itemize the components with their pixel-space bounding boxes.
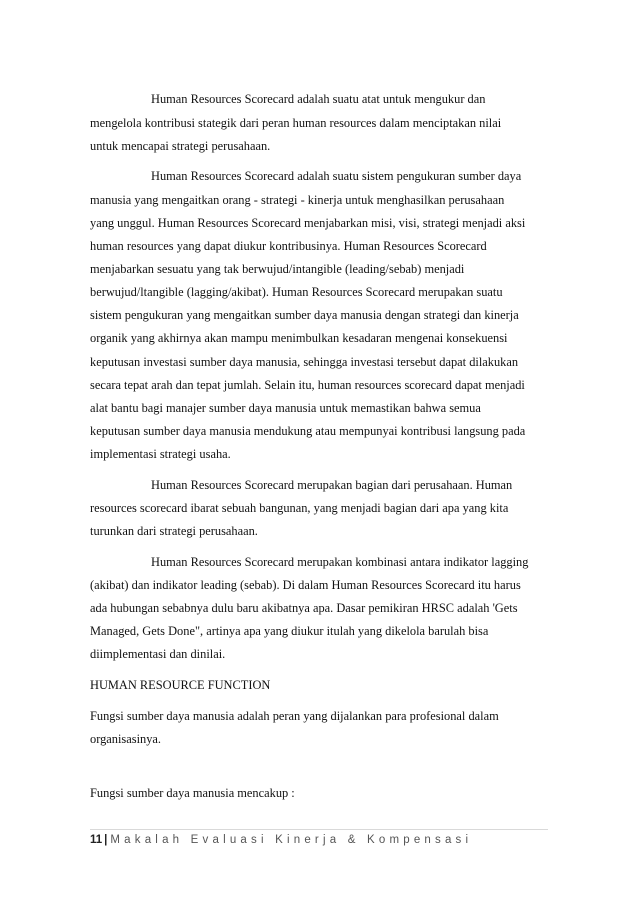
- footer-title: Makalah Evaluasi Kinerja & Kompensasi: [110, 834, 473, 846]
- paragraph-2-line-12: keputusan sumber daya manusia mendukung atau mempunyai kontribusi langsung pada: [90, 424, 526, 438]
- paragraph-2-line-5: menjabarkan sesuatu yang tak berwujud/intangible (leading/sebab) menjadi: [90, 262, 465, 276]
- paragraph-2-line-6: berwujud/ltangible (lagging/akibat). Human Resources Scorecard merupakan suatu: [90, 285, 503, 299]
- paragraph-2-line-7: sistem pengukuran yang mengaitkan sumber daya manusia dengan strategi dan kinerja: [90, 308, 519, 322]
- paragraph-2-line-10: secara tepat arah dan tepat jumlah. Selain itu, human resources scorecard dapat menjadi: [90, 378, 525, 392]
- paragraph-2-line-4: human resources yang dapat diukur kontribusinya. Human Resources Scorecard: [90, 239, 487, 253]
- paragraph-2-line-11: alat bantu bagi manajer sumber daya manusia untuk memastikan bahwa semua: [90, 401, 481, 415]
- paragraph-3-line-1: Human Resources Scorecard merupakan bagian dari perusahaan. Human: [151, 478, 513, 492]
- page-footer: [90, 834, 472, 846]
- section-heading: HUMAN RESOURCE FUNCTION: [90, 678, 271, 692]
- page-number: 11: [90, 834, 103, 846]
- paragraph-5-line-2: organisasinya.: [90, 732, 162, 746]
- paragraph-3-line-2: resources scorecard ibarat sebuah bangunan, yang menjadi bagian dari apa yang kita: [90, 501, 509, 515]
- paragraph-2-line-9: keputusan investasi sumber daya manusia, sehingga investasi tersebut dapat dilakukan: [90, 355, 519, 369]
- paragraph-4-line-1: Human Resources Scorecard merupakan kombinasi antara indikator lagging: [151, 555, 529, 569]
- paragraph-4-line-2: (akibat) dan indikator leading (sebab). Di dalam Human Resources Scorecard itu harus: [90, 578, 521, 592]
- paragraph-2-line-2: manusia yang mengaitkan orang - strategi - kinerja untuk menghasilkan perusahaan: [90, 193, 505, 207]
- paragraph-1-line-3: untuk mencapai strategi perusahaan.: [90, 139, 271, 153]
- paragraph-2-line-8: organik yang akhirnya akan mampu menimbulkan kesadaran mengenai konsekuensi: [90, 331, 508, 345]
- paragraph-2-line-1: Human Resources Scorecard adalah suatu sistem pengukuran sumber daya: [151, 169, 522, 183]
- paragraph-3-line-3: turunkan dari strategi perusahaan.: [90, 524, 258, 538]
- paragraph-4-line-3: ada hubungan sebabnya dulu baru akibatnya apa. Dasar pemikiran HRSC adalah 'Gets: [90, 601, 518, 615]
- paragraph-6-line-1: Fungsi sumber daya manusia mencakup :: [90, 786, 295, 800]
- paragraph-2-line-3: yang unggul. Human Resources Scorecard menjabarkan misi, visi, strategi menjadi aksi: [90, 216, 526, 230]
- paragraph-5-line-1: Fungsi sumber daya manusia adalah peran yang dijalankan para profesional dalam: [90, 709, 499, 723]
- footer-divider: [90, 829, 548, 830]
- paragraph-4-line-4: Managed, Gets Done", artinya apa yang diukur itulah yang dikelola barulah bisa: [90, 624, 489, 638]
- footer-separator: |: [104, 834, 108, 846]
- paragraph-4-line-5: diimplementasi dan dinilai.: [90, 647, 226, 661]
- paragraph-1-line-2: mengelola kontribusi stategik dari peran human resources dalam menciptakan nilai: [90, 116, 502, 130]
- paragraph-1-line-1: Human Resources Scorecard adalah suatu atat untuk mengukur dan: [151, 92, 486, 106]
- paragraph-2-line-13: implementasi strategi usaha.: [90, 447, 231, 461]
